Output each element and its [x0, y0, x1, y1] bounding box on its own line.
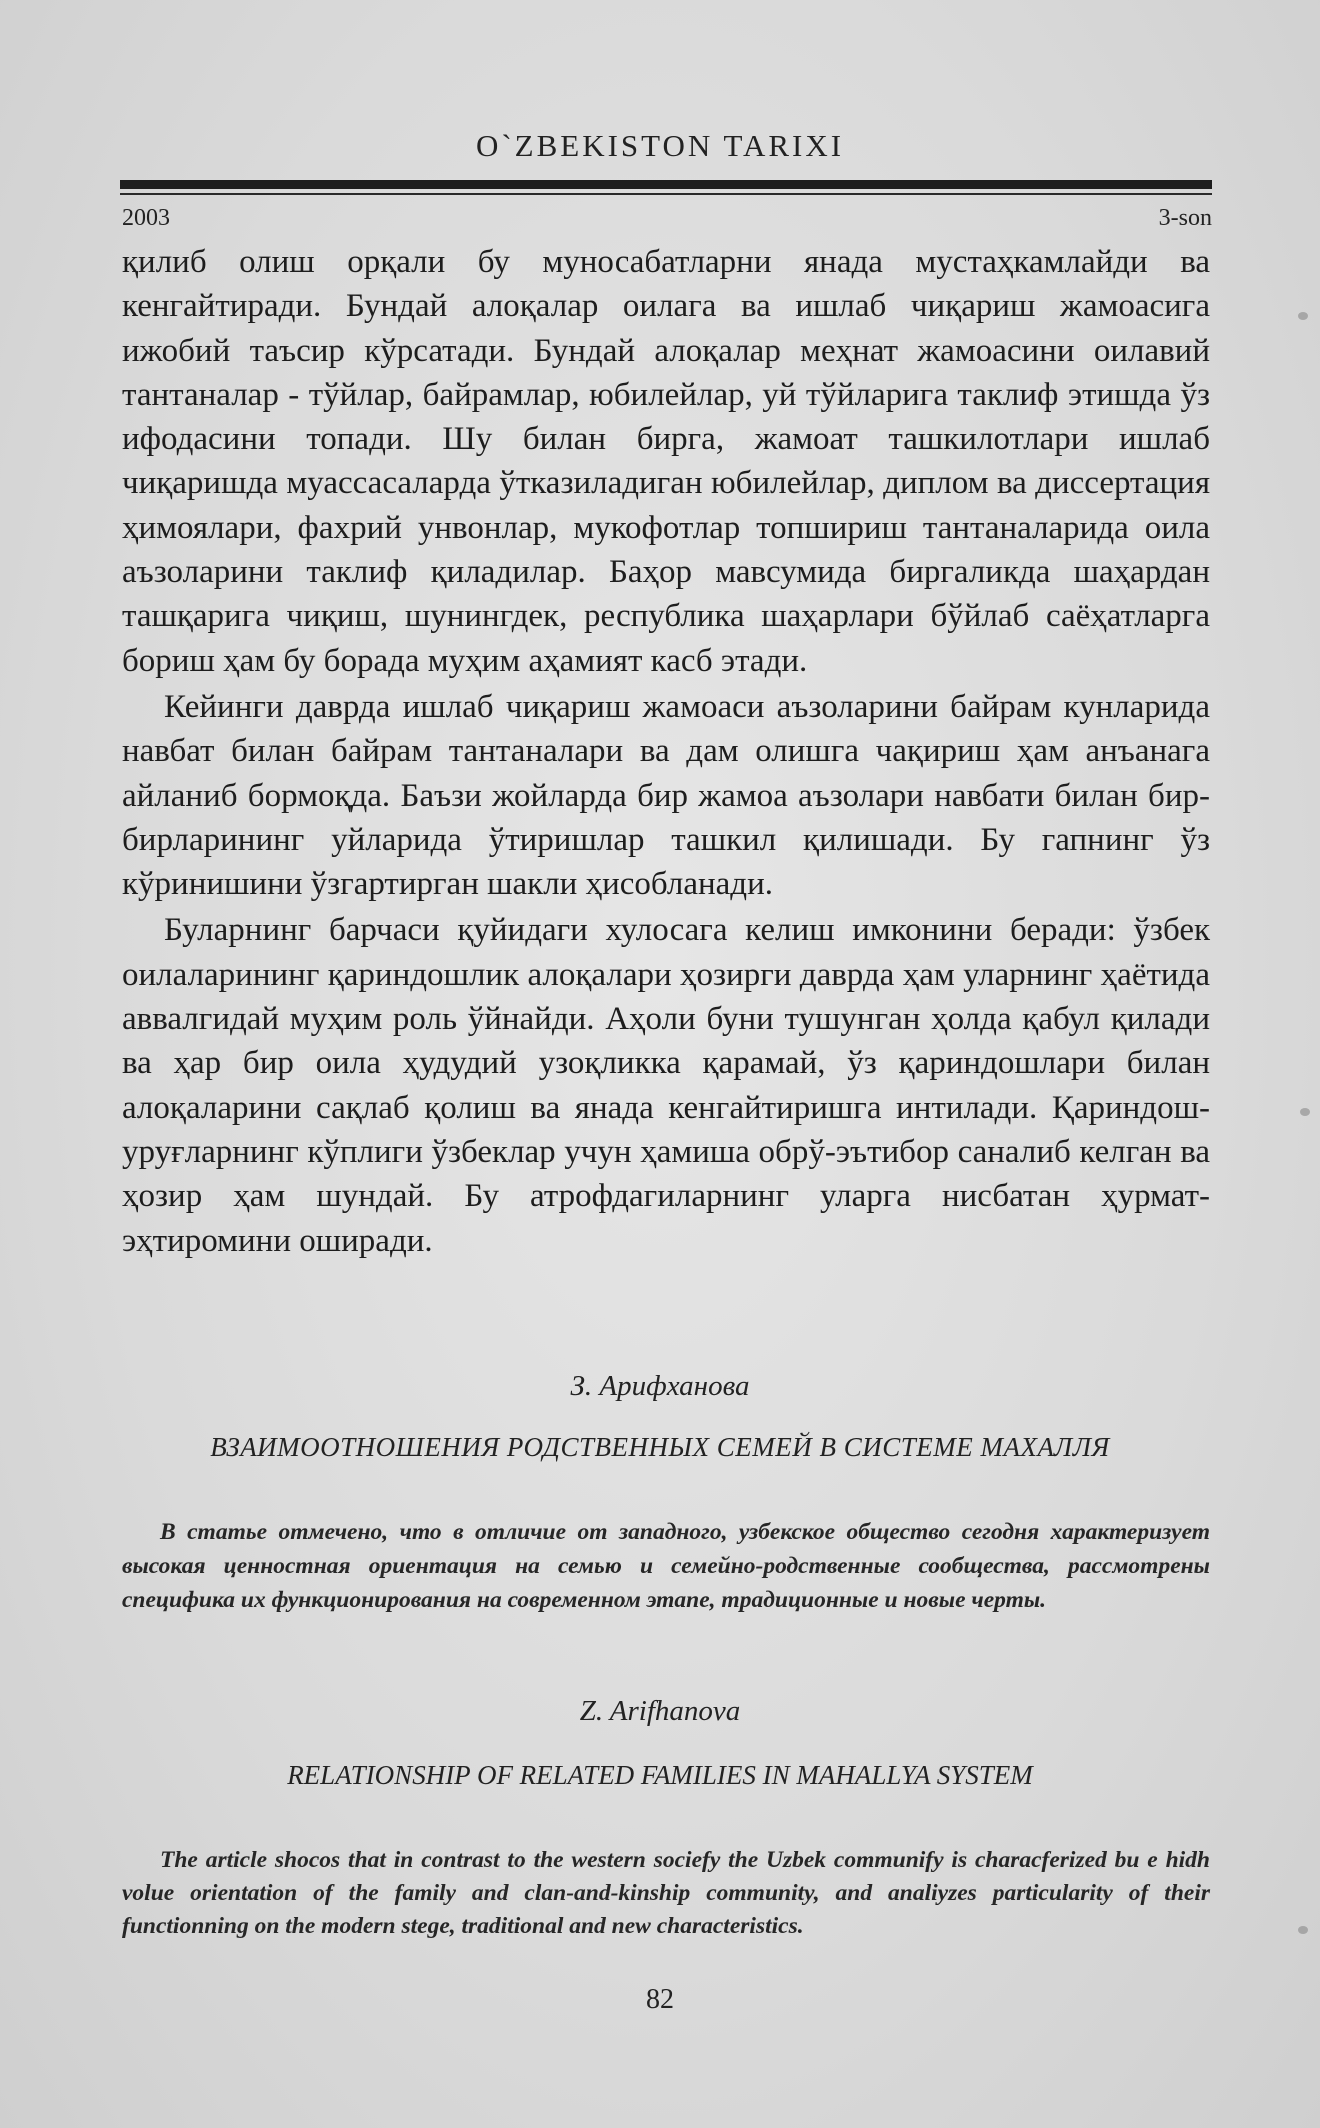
summary-title-english: RELATIONSHIP OF RELATED FAMILIES IN MAHALLYA SYSTEM [287, 1760, 1033, 1790]
body-paragraph-3: Буларнинг барчаси қуйидаги хулосага келиш имконини беради: ўзбек оилаларининг қариндошлик алоқалари ҳозирги даврда ҳам уларнинг ҳаётида аввалгидай муҳим роль ўйнайди. Аҳоли буни тушунган ҳолда қабул қилади ва ҳар бир оила ҳудудий узоқликка қарамай, ўз қариндошлари билан алоқаларини сақлаб қолиш ва янада кенгайтиришга интилади. Қариндош-уруғларнинг кўплиги ўзбеклар учун ҳамиша обрў-эътибор саналиб келган ва ҳозир ҳам шундай. Бу атрофдагиларнинг уларга нисбатан ҳурмат-эҳтиромини оширади. [122, 912, 1210, 1259]
issue-year: 2003 [122, 205, 170, 231]
summary-title-russian: ВЗАИМООТНОШЕНИЯ РОДСТВЕННЫХ СЕМЕЙ В СИСТЕМЕ МАХАЛЛЯ [210, 1432, 1110, 1462]
journal-title: O`ZBEKISTON TARIXI [475, 128, 845, 163]
scan-speck [1300, 1108, 1310, 1116]
issue-number: 3-son [1158, 205, 1212, 231]
abstract-english: The article shocos that in contrast to the western sociefy the Uzbek communify is characferized bu e hidh volue orientation of the family and clan-and-kinship community, and analiyzes particularity of their functionning on the modern stege, traditional and new characteristics. [122, 1847, 1210, 1939]
page-number: 82 [646, 1984, 674, 2015]
article-body [122, 240, 1210, 1263]
header-rule-thin [120, 193, 1212, 195]
author-russian: З. Арифханова [570, 1370, 750, 1402]
scan-speck [1298, 312, 1308, 320]
body-paragraph-2: Кейинги даврда ишлаб чиқариш жамоаси аъзоларини байрам кунларида навбат билан байрам тантаналари ва дам олишга чақириш ҳам анъанага айланиб бормоқда. Баъзи жойларда бир жамоа аъзолари навбати билан бир-бирларининг уйларида ўтиришлар ташкил қилишади. Бу гапнинг ўз кўринишини ўзгартирган шакли ҳисобланади. [122, 688, 1210, 903]
body-paragraph-1: қилиб олиш орқали бу муносабатларни янада мустаҳкамлайди ва кенгайтиради. Бундай алоқалар оилага ва ишлаб чиқариш жамоасига ижобий таъсир кўрсатади. Бундай алоқалар меҳнат жамоасини оилавий тантаналар - тўйлар, байрамлар, юбилейлар, уй тўйларига таклиф этишда ўз ифодасини топади. Шу билан бирга, жамоат ташкилотлари ишлаб чиқаришда муассасаларда ўтказиладиган юбилейлар, диплом ва диссертация ҳимоялари, фахрий унвонлар, мукофотлар топшириш тантаналарида оила аъзоларини таклиф қиладилар. Баҳор мавсумида биргаликда шаҳардан ташқарига чиқиш, шунингдек, республика шаҳарлари бўйлаб саёҳатларга бориш ҳам бу борада муҳим аҳамият касб этади. [122, 244, 1210, 679]
header-rule-thick [120, 180, 1212, 189]
author-english: Z. Arifhanova [579, 1695, 741, 1727]
scan-speck [1298, 1926, 1308, 1934]
abstract-russian: В статье отмечено, что в отличие от западного, узбекское общество сегодня характеризует высокая ценностная ориентация на семью и семейно-родственные сообщества, рассмотрены специфика их функционирования на современном этапе, традиционные и новые черты. [122, 1519, 1210, 1613]
